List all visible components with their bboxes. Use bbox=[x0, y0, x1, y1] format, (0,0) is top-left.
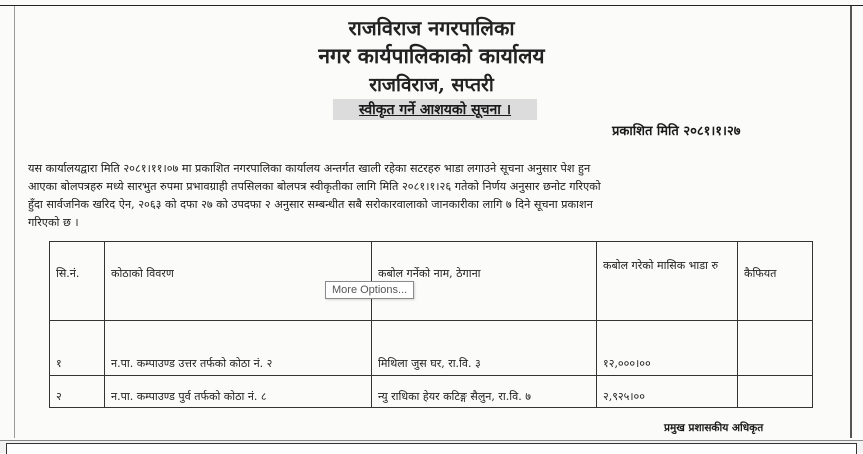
body-line: हुँदा सार्वजनिक खरिद ऐन, २०६३ को दफा २७ को उपदफा २ अनुसार सम्बन्धीत सबै सरोकारवालाको जानकारीका लागि ७ दिने सूचना प्रकाशन bbox=[28, 198, 593, 211]
cell-room-detail: न.पा. कम्पाउण्ड उत्तर तर्फको कोठा नं. २ bbox=[105, 321, 372, 376]
cell-remarks bbox=[738, 321, 813, 376]
title-office: नगर कार्यपालिकाको कार्यालय bbox=[318, 43, 545, 68]
header-rent: कबोल गरेको मासिक भाडा रु bbox=[597, 242, 738, 321]
header-bidder: कबोल गर्नेको नाम, ठेगाना bbox=[372, 242, 597, 321]
cell-bidder: न्यु राधिका हेयर कटिङ्ग सैलुन, रा.वि. ७ bbox=[372, 376, 597, 408]
table-row bbox=[50, 376, 813, 408]
title-location: राजविराज, सप्तरी bbox=[369, 74, 494, 96]
signature-title: प्रमुख प्रशासकीय अधिकृत bbox=[664, 422, 764, 434]
next-page-edge bbox=[6, 443, 857, 454]
cell-serial: २ bbox=[50, 376, 105, 408]
table-row bbox=[50, 321, 813, 376]
table-header-row bbox=[50, 242, 813, 321]
cell-room-detail: न.पा. कम्पाउण्ड पुर्व तर्फको कोठा नं. ८ bbox=[105, 376, 372, 408]
header-room-detail: कोठाको विवरण bbox=[105, 242, 372, 321]
cell-rent: २,९२५।०० bbox=[597, 376, 738, 408]
bids-table bbox=[49, 241, 813, 408]
body-line: यस कार्यालयद्वारा मिति २०८१।११।०७ मा प्रकाशित नगरपालिका कार्यालय अन्तर्गत खाली रहेका सटरहरु भाडा लगाउने सूचना अनुसार पेश हुन bbox=[28, 162, 591, 175]
header-remarks: कैफियत bbox=[738, 242, 813, 321]
cell-rent: १२,०००।०० bbox=[597, 321, 738, 376]
cell-bidder: मिथिला जुस घर, रा.वि. ३ bbox=[372, 321, 597, 376]
more-options-button[interactable]: More Options... bbox=[325, 281, 414, 299]
title-municipality: राजविराज नगरपालिका bbox=[348, 16, 515, 40]
top-border bbox=[0, 5, 863, 6]
notice-subject: स्वीकृत गर्ने आशयको सूचना । bbox=[333, 99, 537, 120]
header-serial: सि.नं. bbox=[50, 242, 105, 321]
bottom-strip bbox=[0, 440, 863, 453]
body-line: आएका बोलपत्रहरु मध्ये सारभुत रुपमा प्रभावग्राही तपसिलका बोलपत्र स्वीकृतीका लागि मिति २०८१।१।२६ गतेको निर्णय अनुसार छनोट गरिएको bbox=[28, 180, 601, 193]
cell-remarks bbox=[738, 376, 813, 408]
published-date: प्रकाशित मिति २०८१।१।२७ bbox=[612, 124, 741, 139]
notice-body bbox=[28, 160, 846, 232]
body-line: गरिएको छ । bbox=[28, 216, 79, 229]
cell-serial: १ bbox=[50, 321, 105, 376]
